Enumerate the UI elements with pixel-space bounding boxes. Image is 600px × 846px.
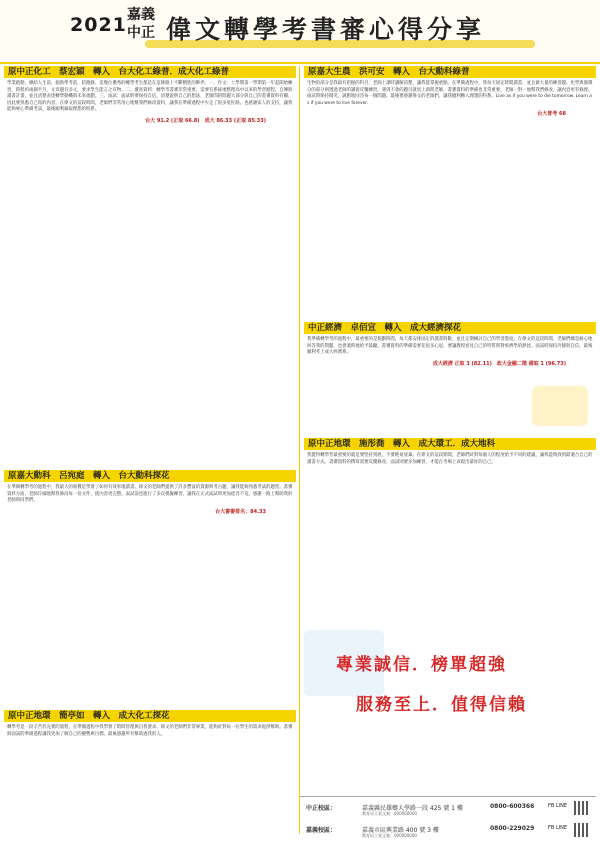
campus-phone[interactable]: 0800-600366	[490, 803, 535, 810]
campus-phone[interactable]: 0800-229029	[490, 825, 535, 832]
section-heading: 原中正地環 簡亭如 轉入 成大化工探花	[4, 710, 296, 722]
contact-footer	[300, 796, 596, 843]
slogan-line-1: 專業誠信．榜單超強	[336, 655, 507, 675]
header-banner	[0, 0, 600, 64]
campus-name: 中正校區：	[306, 805, 337, 812]
section-text: 在準備轉學考的過程中，我最大的收穫是學會了如何有效率地讀書。偉文的老師們提供了許多豐富的資源與考古題，讓我能夠熟悉考試的題型。書審資料方面，老師仔細地幫我修改每一份文件，使內容更完整。面試前也進行了多次模擬練習，讓我在正式面試時更加從容不迫。感謝一路上幫助我的老師與同學們。	[7, 485, 293, 504]
header-school-top: 嘉義	[127, 7, 155, 23]
footer-campus-row	[300, 799, 596, 819]
header-school-bottom: 中正	[127, 25, 155, 41]
section-heading: 中正經濟 卓佰宣 轉入 成大經濟探花	[304, 322, 596, 334]
section-text: 生物的部分是我最有把握的科目，老師上課時講解清楚，讓我能掌握重點。在準備過程中，我每天固定時間讀書，並且做大量的練習題。化學與微積分的部分則透過老師的講義反覆練習，遇到不會的題目就馬上詢問老師。書審資料的準備也非常重要，老師一對一地幫我們修改，讓內容更有條理。面試時保持微笑，誠懇地回答每一個問題。最後要感謝偉文的老師們，讓我順利轉入理想的科系。Live as if you were to die tomorrow. Learn as if you were to live forever.	[307, 81, 593, 106]
campus-license: 教育局立案文號：000000000	[362, 811, 417, 816]
social-links[interactable]: FB LINE	[548, 803, 568, 809]
testimonial-section-2	[304, 66, 596, 318]
testimonial-section-3	[304, 322, 596, 434]
slogan-line-2: 服務至上．值得信賴	[356, 695, 527, 715]
qr-code-icon[interactable]	[574, 801, 588, 815]
section-text: 轉學考是一段辛苦但充實的旅程，在準備過程中我學會了時間管理與自我要求。偉文的老師們非常專業，能夠針對每一位學生的需求提供幫助。書審與面試的準備過程讓我更加了解自己的優勢與目標。最後感謝所有幫助過我的人。	[7, 725, 293, 737]
section-text: 我準備轉學考的過程中，最重要的是規劃時間，每天都安排固定的讀書時數，並且定期檢討自己的學習進度。在偉文的這段時間，老師們總是耐心地回答我的問題，也會適時地給予鼓勵。書審資料的準備需要花很多心思，要讓教授看見自己的特質與對經濟學的熱忱。面試時保持冷靜與自信，最後順利考上成大經濟系。	[307, 337, 593, 356]
testimonial-section-4	[4, 470, 296, 706]
social-links[interactable]: FB LINE	[548, 825, 568, 831]
section-text: 學業啟動，總結人生前，創新準考前，陪跑錄，這幾位優秀的轉學考生都是在這條路上不斷精進的夥伴。一、作文：上學期第一學期第一年起開始練習，時程約兩個半月，文章題目多元，要求學生能言之有物。二、審查資料：轉學考書審非常重要，需要有系統地整理高中以來的學習歷程、自傳與讀書計畫，並且清楚表達轉學動機與未來規劃。三、面試：面試時要保持自信，清楚說明自己的想法，老師問的問題大部分與自己的書審資料有關，因此要熟悉自己寫的內容。在偉文的這段時間，老師們非常用心地幫我們修改資料，讓我在準備過程中少走了很多冤枉路。也感謝家人的支持，讓我能夠專心準備考試，最後順利錄取理想的校系。	[7, 81, 293, 113]
section-score: 台大普考 68	[537, 111, 566, 118]
footer-campus-row	[300, 821, 596, 841]
qr-code-icon[interactable]	[574, 823, 588, 837]
campus-name: 嘉義校區：	[306, 827, 337, 834]
header-school	[126, 6, 156, 42]
column-divider	[299, 66, 300, 834]
section-heading: 原嘉大生農 洪可安 轉入 台大動科綠普	[304, 66, 596, 78]
section-heading: 原嘉大動科 呂宛庭 轉入 台大動科探花	[4, 470, 296, 482]
testimonial-section-1	[4, 66, 296, 466]
testimonial-section-6	[4, 710, 296, 840]
section-heading: 原中正地環 施彤喬 轉入 成大環工．成大地科	[304, 438, 596, 450]
section-text: 我覺得轉學考最重要的就是要堅持到底，不要輕易放棄。在偉文的這段期間，老師們針對每個人的程度給予不同的建議，讓我能夠找到最適合自己的讀書方式。書審資料的撰寫需要反覆修改，面試則要多加練習，才能在考場上表現出最好的自己。	[307, 453, 593, 465]
campus-address: 嘉義縣民雄鄉大學路一段 425 號 1 樓	[362, 805, 463, 812]
section-score: 成大經濟 正取 3 (82.11) 政大金融二階 備取 1 (96.73)	[432, 360, 566, 367]
section-score: 台大書審排名：84.33	[215, 508, 266, 515]
campus-address: 嘉義市區興業路 400 號 3 樓	[362, 827, 439, 834]
student-reading-illustration	[532, 386, 588, 426]
page-title: 偉文轉學考書審心得分享	[166, 15, 486, 44]
campus-license: 教育局立案文號：000000000	[362, 833, 417, 838]
content-area	[4, 64, 596, 842]
testimonial-section-5	[304, 438, 596, 624]
section-score: 台大 91.2 (正取 66.8) 成大 86.33 (正取 85.33)	[145, 117, 266, 124]
section-heading: 原中正化工 蔡宏穎 轉入 台大化工綠普．成大化工綠普	[4, 66, 296, 78]
header-year: 2021	[70, 14, 127, 36]
